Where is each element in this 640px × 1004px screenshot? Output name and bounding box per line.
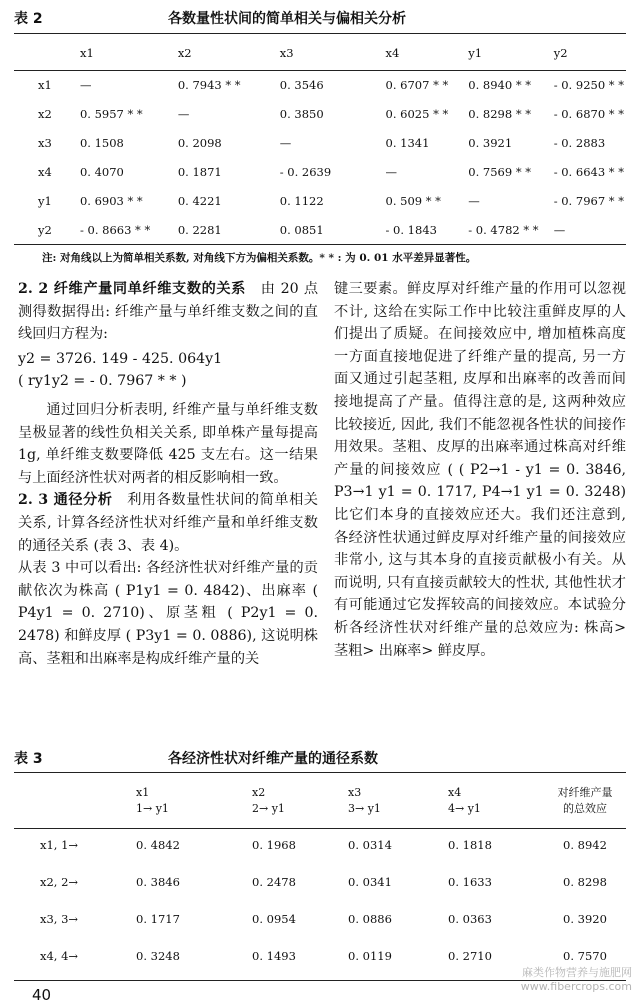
table2 [14,36,624,244]
section-2-3-heading: 2. 3 通径分析 [18,492,113,509]
table2-row-label: y1 [38,193,52,208]
table2-cell: 0. 3921 [468,135,513,150]
right-column [334,278,626,662]
table2-row [14,186,624,215]
table2-col-header: x1 [79,46,94,60]
table2-cell: 0. 1122 [279,193,324,208]
table2-row-label: x2 [38,106,52,121]
table2-cell: — [385,164,398,179]
table3-col-header: x2 2→ y1 [252,786,285,815]
table2-cell: 0. 4070 [79,164,124,179]
table2-cell: 0. 2281 [177,222,222,237]
regression-equation: y2 = 3726. 149 - 425. 064y1 [18,350,223,367]
table3-cell: 0. 1717 [136,911,180,926]
table3-cell: 0. 2710 [448,948,492,963]
table3-cell: 0. 1968 [252,837,296,852]
table3-cell: 0. 2478 [252,874,296,889]
table2-cell: - 0. 4782 * * [468,222,539,237]
table3-cell: 0. 8298 [563,874,607,889]
table2-col-header: y1 [468,46,483,60]
table3-cell: 0. 1818 [448,837,492,852]
table3-cell: 0. 4842 [136,837,180,852]
table3-cell: 0. 3248 [136,948,180,963]
table2-col-header: x4 [385,46,400,60]
table2-cell: — [79,77,92,92]
table2-note: 注: 对角线以上为简单相关系数, 对角线下方为偏相关系数。* * : 为 0. 01 水平差异显著性。 [42,252,477,264]
table2-cell: 0. 6707 * * [385,77,449,92]
table3-cell: 0. 8942 [563,837,607,852]
table3-label: 表 3 [14,751,43,767]
section-2-2-heading: 2. 2 纤维产量同单纤维支数的关系 [18,281,246,297]
table2-header-row [14,36,624,70]
table3-cell: 0. 7570 [563,948,607,963]
table2-row [14,70,624,99]
table3 [14,776,624,974]
table3-row-label: x3, 3→ [40,911,79,926]
table2-cell: - 0. 7967 * * [553,193,624,208]
table2-row [14,99,624,128]
table3-cell: 0. 1493 [252,948,296,963]
table2-col-header: x3 [279,46,294,60]
table2-row-label: x4 [38,164,52,179]
table2-row-label: x1 [38,77,52,92]
table3-cell: 0. 0954 [252,911,296,926]
table2-col-header: x2 [177,46,192,60]
table2-cell: 0. 1871 [177,164,222,179]
table2-cell: 0. 7569 * * [468,164,531,179]
paragraph-regression-analysis: 通过回归分析表明, 纤维产量与单纤维支数呈极显著的线性负相关关系, 即单株产量每提高 1g, 单纤维支数要降低 425 支左右。这一结果与上面经济性状对两者的相反影响相一致。 [18,401,318,486]
table2-cell: 0. 1508 [79,135,124,150]
table2-label: 表 2 [14,11,43,27]
table2-caption: 各数量性状间的简单相关与偏相关分析 [168,11,406,27]
table3-cell: 0. 3846 [136,874,180,889]
table3-caption: 各经济性状对纤维产量的通径系数 [168,751,378,767]
table2-cell: 0. 1341 [385,135,430,150]
table3-top-rule [14,772,626,773]
table2-cell: — [468,193,480,208]
table2-cell: - 0. 9250 * * [553,77,624,92]
table2-cell: 0. 509 * * [385,193,441,208]
table2-cell: 0. 8298 * * [468,106,531,121]
table2-cell: - 0. 2639 [279,164,332,179]
table2-cell: — [279,135,292,150]
table2-cell: 0. 0851 [279,222,324,237]
table2-cell: - 0. 8663 * * [79,222,151,237]
table3-cell: 0. 0119 [348,948,392,963]
table2-cell: — [177,106,190,121]
table3-col-header: x4 4→ y1 [448,786,481,815]
table3-col-header: 对纤维产量 的总效应 [557,786,613,815]
left-column [18,278,318,670]
table3-col-header: x3 3→ y1 [348,786,381,815]
table2-cell: 0. 3850 [279,106,324,121]
table2-cell: 0. 8940 * * [468,77,531,92]
table2-cell: - 0. 2883 [553,135,606,150]
table3-cell: 0. 1633 [448,874,492,889]
table2-row [14,157,624,186]
table3-row [14,863,624,900]
page-number: 40 [32,986,52,1004]
section-2-2-text: 由 20 点测得数据得出: 纤维产量与单纤维支数之间的直线回归方程为: [18,281,319,343]
correlation-value: ( ry1y2 = - 0. 7967 * * ) [18,373,187,390]
table3-cell: 0. 0341 [348,874,392,889]
table3-header-rule [14,828,626,829]
table3-row-label: x2, 2→ [40,874,79,889]
table2-bottom-rule [14,244,626,245]
table3-row-label: x1, 1→ [40,837,79,852]
table2-row-label: x3 [38,135,52,150]
table2-col-header: y2 [553,46,568,60]
table2-top-rule [14,33,626,34]
table2-row [14,215,624,244]
table2-row [14,128,624,157]
table2-cell: 0. 6025 * * [385,106,449,121]
table3-header-row [14,776,624,826]
table2-cell: - 0. 6870 * * [553,106,624,121]
table3-row [14,826,624,863]
table3-cell: 0. 0363 [448,911,492,926]
table3-row-label: x4, 4→ [40,948,79,963]
table3-row [14,900,624,937]
table2-row-label: y2 [38,222,52,237]
table2-cell: 0. 5957 * * [79,106,143,121]
table2-cell: - 0. 6643 * * [553,164,624,179]
watermark: 麻类作物营养与施肥网 www.fibercrops.com [520,966,632,993]
table2-cell: 0. 4221 [177,193,222,208]
table2-cell: - 0. 1843 [385,222,437,237]
table3-cell: 0. 3920 [563,911,607,926]
table3-cell: 0. 0886 [348,911,392,926]
section-2-3-text: 利用各数量性状间的简单相关关系, 计算各经济性状对纤维产量和单纤维支数的通径关系 (表 3、表 4)。 [18,492,318,554]
table2-cell: 0. 7943 * * [177,77,241,92]
table3-col-header: x1 1→ y1 [136,786,169,815]
table2-cell: 0. 3546 [279,77,324,92]
table2-cell: 0. 2098 [177,135,222,150]
table3-cell: 0. 0314 [348,837,392,852]
paragraph-table3-discussion: 从表 3 中可以看出: 各经济性状对纤维产量的贡献依次为株高 ( P1y1 = 0. 4842)、出麻率 ( P4y1 = 0. 2710)、原茎粗 ( P2y1 = 0. 2478) 和鲜皮厚 ( P3y1 = 0. 0886), 这说明株高、茎粗和出麻率是构成纤维产量的关 [18,560,318,667]
table2-cell: 0. 6903 * * [79,193,143,208]
table2-header-rule [14,70,626,71]
paragraph-path-effects: 键三要素。鲜皮厚对纤维产量的作用可以忽视不计, 这给在实际工作中比较注重鲜皮厚的人们提出了质疑。在间接效应中, 增加植株高度一方面直接地促进了纤维产量的提高, 另一方面又通过引起茎粗, 皮厚和出麻率的改善而间接地提高了产量。值得注意的是, 这两种效应比较接近, 因此, 我们不能忽视各性状的间接作用效果。茎粗、皮厚的出麻率通过株高对纤维产量的间接效应 ( ( P2→1 - y1 = 0. 3846, P3→1 y1 = 0. 1717, P4→1 y1 = 0. 3248) 比它们本身的直接效应还大。我们还注意到, 各经济性状通过鲜皮厚对纤维产量的间接效应非常小, 这与其本身的直接贡献极小有关。从而说明, 只有直接贡献较大的性状, 其他性状才有可能通过它发挥较高的间接效应。本试验分析各经济性状对纤维产量的总效应为: 株高> 茎粗> 出麻率> 鲜皮厚。 [334,281,626,659]
table2-cell: — [553,222,566,237]
